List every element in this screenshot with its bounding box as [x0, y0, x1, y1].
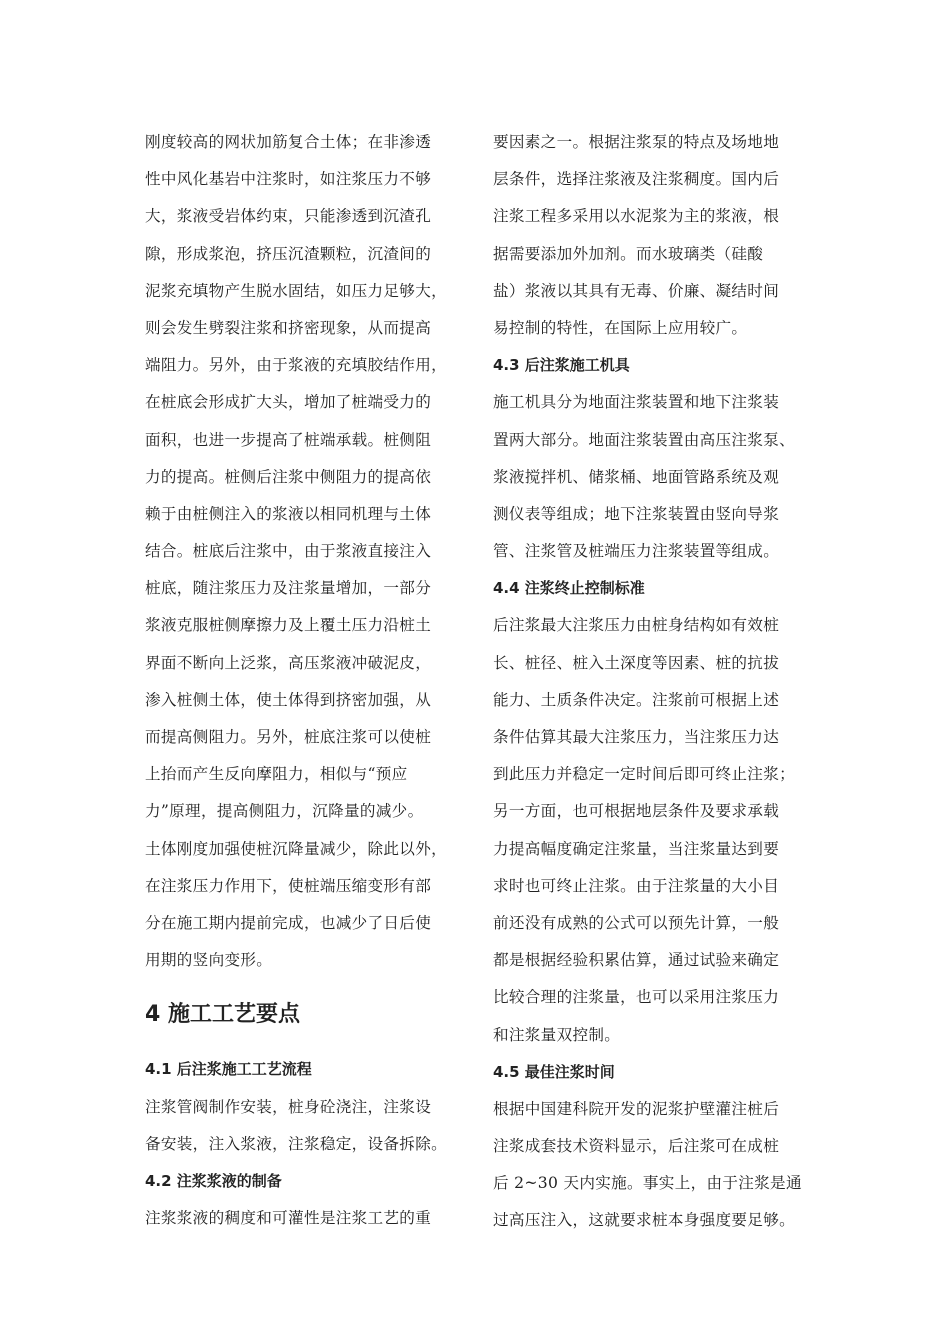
- text-line: 注浆浆液的稠度和可灌性是注浆工艺的重: [145, 1209, 432, 1228]
- text-line: 力”原理，提高侧阻力，沉降量的减少。: [145, 802, 424, 821]
- paragraph-4-4: [493, 607, 815, 1053]
- text-line: 浆液搅拌机、储浆桶、地面管路系统及观: [493, 467, 780, 486]
- text-line: 上抬而产生反向摩阻力，相似与“预应: [145, 765, 408, 784]
- text-line: 层条件，选择注浆液及注浆稠度。国内后: [493, 170, 780, 189]
- text-line: 渗入桩侧土体，使土体得到挤密加强，从: [145, 690, 432, 709]
- text-line: 土体刚度加强使桩沉降量减少，除此以外，: [145, 839, 447, 858]
- text-line: 桩底，随注浆压力及注浆量增加，一部分: [145, 579, 432, 598]
- text-line: 置两大部分。地面注浆装置由高压注浆泵、: [493, 430, 795, 449]
- text-line: 后注浆最大注浆压力由桩身结构如有效桩: [493, 616, 780, 635]
- text-line: 而提高侧阻力。另外，桩底注浆可以使桩: [145, 728, 432, 746]
- text-line: 盐）浆液以其具有无毒、价廉、凝结时间: [493, 281, 780, 300]
- text-line: 用期的竖向变形。: [145, 951, 273, 970]
- subheading-4-5: 4.5 最佳注浆时间: [493, 1062, 615, 1081]
- paragraph-4-1: [145, 1089, 467, 1163]
- text-line: 结合。桩底后注浆中，由于浆液直接注入: [145, 542, 432, 561]
- right-column: [493, 124, 815, 1240]
- text-line: 管、注浆管及桩端压力注浆装置等组成。: [493, 542, 780, 561]
- paragraph-4-5: [493, 1091, 815, 1240]
- text-line: 到此压力并稳定一定时间后即可终止注浆；: [493, 765, 795, 784]
- text-line: 要因素之一。根据注浆泵的特点及场地地: [493, 133, 780, 151]
- paragraph-4-2-continued: [493, 124, 815, 347]
- text-line: 分在施工期内提前完成，也减少了日后使: [145, 913, 432, 932]
- text-line: 隙，形成浆泡，挤压沉渣颗粒，沉渣间的: [145, 244, 432, 263]
- text-line: 注浆工程多采用以水泥浆为主的浆液，根: [493, 207, 780, 226]
- text-line: 界面不断向上泛浆，高压浆液冲破泥皮，: [145, 653, 432, 672]
- text-line: 比较合理的注浆量，也可以采用注浆压力: [493, 988, 780, 1007]
- text-line: 能力、土质条件决定。注浆前可根据上述: [493, 690, 780, 709]
- text-line: 备安装，注入浆液，注浆稳定，设备拆除。: [145, 1134, 447, 1153]
- text-line: 注浆管阀制作安装，桩身砼浇注，注浆设: [145, 1097, 432, 1116]
- text-line: 在桩底会形成扩大头，增加了桩端受力的: [145, 393, 432, 412]
- text-line: 大，浆液受岩体约束，只能渗透到沉渣孔: [145, 207, 432, 226]
- text-line: 都是根据经验积累估算，通过试验来确定: [493, 951, 780, 970]
- section-title: 4 施工工艺要点: [145, 1002, 300, 1028]
- text-line: 前还没有成熟的公式可以预先计算，一般: [493, 913, 780, 932]
- text-line: 面积，也进一步提高了桩端承载。桩侧阻: [145, 430, 432, 449]
- text-line: 则会发生劈裂注浆和挤密现象，从而提高: [145, 318, 432, 337]
- text-line: 注浆成套技术资料显示，后注浆可在成桩: [493, 1137, 780, 1156]
- text-line: 条件估算其最大注浆压力，当注浆压力达: [493, 728, 780, 746]
- text-line: 测仪表等组成；地下注浆装置由竖向导浆: [493, 504, 780, 523]
- text-line: 另一方面，也可根据地层条件及要求承载: [493, 802, 780, 821]
- subheading-4-2: 4.2 注浆浆液的制备: [145, 1171, 282, 1190]
- text-line: 施工机具分为地面注浆装置和地下注浆装: [493, 393, 780, 412]
- subheading-4-1: 4.1 后注浆施工工艺流程: [145, 1060, 312, 1079]
- text-line: 端阻力。另外，由于浆液的充填胶结作用，: [145, 356, 447, 375]
- text-line: 求时也可终止注浆。由于注浆量的大小目: [493, 876, 780, 895]
- text-line: 在注浆压力作用下，使桩端压缩变形有部: [145, 876, 432, 895]
- paragraph-pile-mechanism: [145, 124, 467, 979]
- text-line: 性中风化基岩中注浆时，如注浆压力不够: [145, 170, 432, 189]
- text-line: 易控制的特性，在国际上应用较广。: [493, 318, 748, 337]
- paragraph-4-3: [493, 384, 815, 570]
- text-line: 后 2~30 天内实施。事实上，由于注浆是通: [493, 1174, 802, 1193]
- text-line: 赖于由桩侧注入的浆液以相同机理与土体: [145, 504, 432, 523]
- text-line: 据需要添加外加剂。而水玻璃类（硅酸: [493, 244, 764, 263]
- text-line: 根据中国建科院开发的泥浆护壁灌注桩后: [493, 1099, 780, 1118]
- subheading-4-3: 4.3 后注浆施工机具: [493, 356, 630, 375]
- text-line: 浆液克服桩侧摩擦力及上覆土压力沿桩土: [145, 616, 432, 635]
- text-line: 长、桩径、桩入土深度等因素、桩的抗拔: [493, 653, 780, 672]
- subheading-4-4: 4.4 注浆终止控制标准: [493, 579, 645, 598]
- text-line: 刚度较高的网状加筋复合土体；在非渗透: [145, 133, 432, 151]
- left-column: [145, 124, 467, 1237]
- text-line: 力提高幅度确定注浆量，当注浆量达到要: [493, 839, 780, 858]
- paragraph-4-2: [145, 1200, 467, 1237]
- text-line: 泥浆充填物产生脱水固结，如压力足够大，: [145, 281, 447, 300]
- text-line: 过高压注入，这就要求桩本身强度要足够。: [493, 1211, 795, 1230]
- text-line: 力的提高。桩侧后注浆中侧阻力的提高依: [145, 467, 432, 486]
- text-line: 和注浆量双控制。: [493, 1025, 621, 1044]
